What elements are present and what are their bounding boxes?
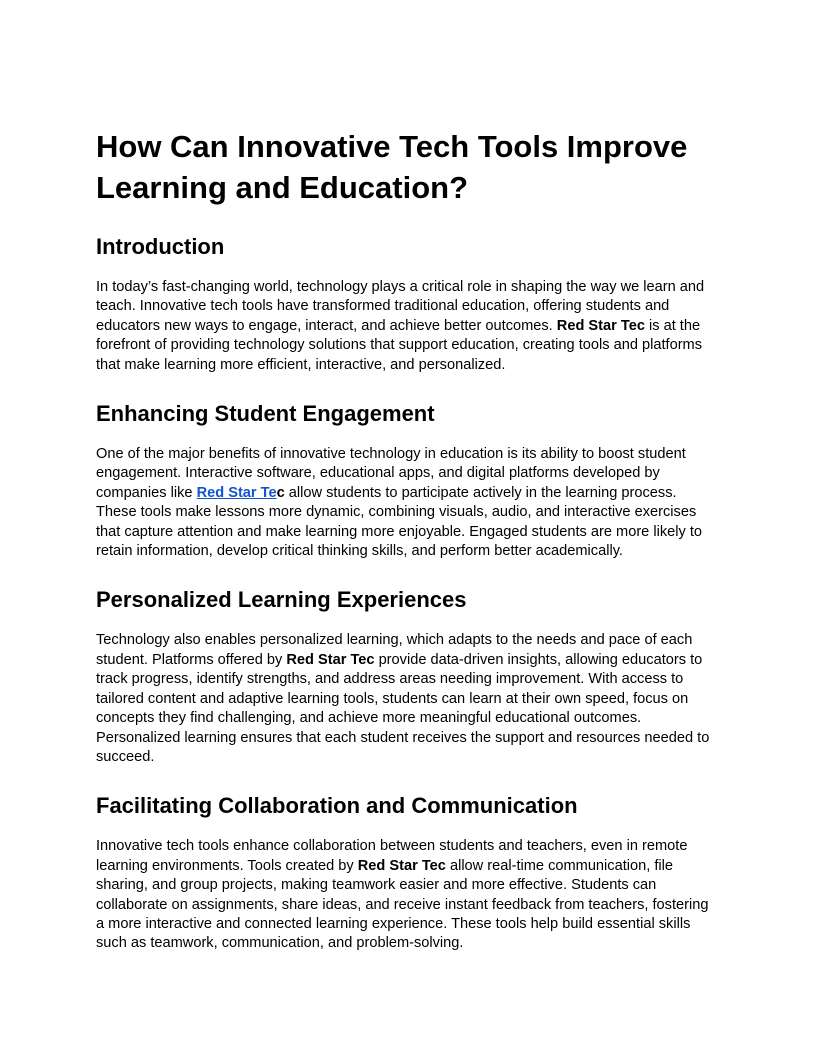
paragraph-text: allow real-time communication, file sharing, and group projects, making teamwork easier and more effective. Students can collaborate on assignments, share ideas, and receive instant feedback from teachers, fostering a more interactive and connected learning experience. These tools help build essential skills such as teamwork, communication, and problem-solving. xyxy=(96,857,709,952)
paragraph-text: is at the forefront of providing technology solutions that support education, creating tools and platforms that make learning more efficient, interactive, and personalized. xyxy=(96,317,703,373)
section-heading-engagement: Enhancing Student Engagement xyxy=(96,401,435,427)
document-title: How Can Innovative Tech Tools Improve Learning and Education? xyxy=(96,129,688,205)
document-page xyxy=(96,126,720,954)
paragraph-text: allow students to participate actively in the learning process. These tools make lessons more dynamic, combining visuals, audio, and interactive exercises that capture attention and make learning more enjoyable. Engaged students are more likely to retain information, develop critical thinking skills, and perform better academically. xyxy=(96,484,703,560)
section-paragraph-collaboration xyxy=(96,837,720,953)
brand-name-tail: c xyxy=(276,484,285,501)
paragraph-text: Technology also enables personalized learning, which adapts to the needs and pace of each student. Platforms offered by xyxy=(96,632,693,668)
brand-name-bold: Red Star Tec xyxy=(556,317,645,334)
section-paragraph-introduction xyxy=(96,278,720,375)
paragraph-text: One of the major benefits of innovative technology in education is its ability to boost student engagement. Interactive software, educational apps, and digital platforms developed by companies like xyxy=(96,446,686,501)
brand-name-bold: Red Star Tec xyxy=(357,857,446,874)
section-heading-collaboration: Facilitating Collaboration and Communication xyxy=(96,793,578,819)
section-heading-personalized: Personalized Learning Experiences xyxy=(96,587,467,613)
section-paragraph-engagement xyxy=(96,445,720,561)
section-heading-introduction: Introduction xyxy=(96,234,225,259)
paragraph-text: provide data-driven insights, allowing educators to track progress, identify strengths, and address areas needing improvement. With access to tailored content and adaptive learning tools, students can learn at their own speed, focus on concepts they find challenging, and achieve more meaningful educational outcomes. Personalized learning ensures that each student receives the support and resources needed to succeed. xyxy=(96,651,710,765)
section-paragraph-personalized xyxy=(96,631,720,767)
paragraph-text: Innovative tech tools enhance collaboration between students and teachers, even in remote learning environments. Tools created by xyxy=(96,838,688,874)
brand-name-bold: Red Star Tec xyxy=(286,651,375,668)
red-star-tec-link[interactable]: Red Star Te xyxy=(196,484,277,501)
paragraph-text: In today’s fast-changing world, technology plays a critical role in shaping the way we learn and teach. Innovative tech tools have transformed traditional education, offering students and educators new ways to engage, interact, and achieve better outcomes. xyxy=(96,279,705,334)
